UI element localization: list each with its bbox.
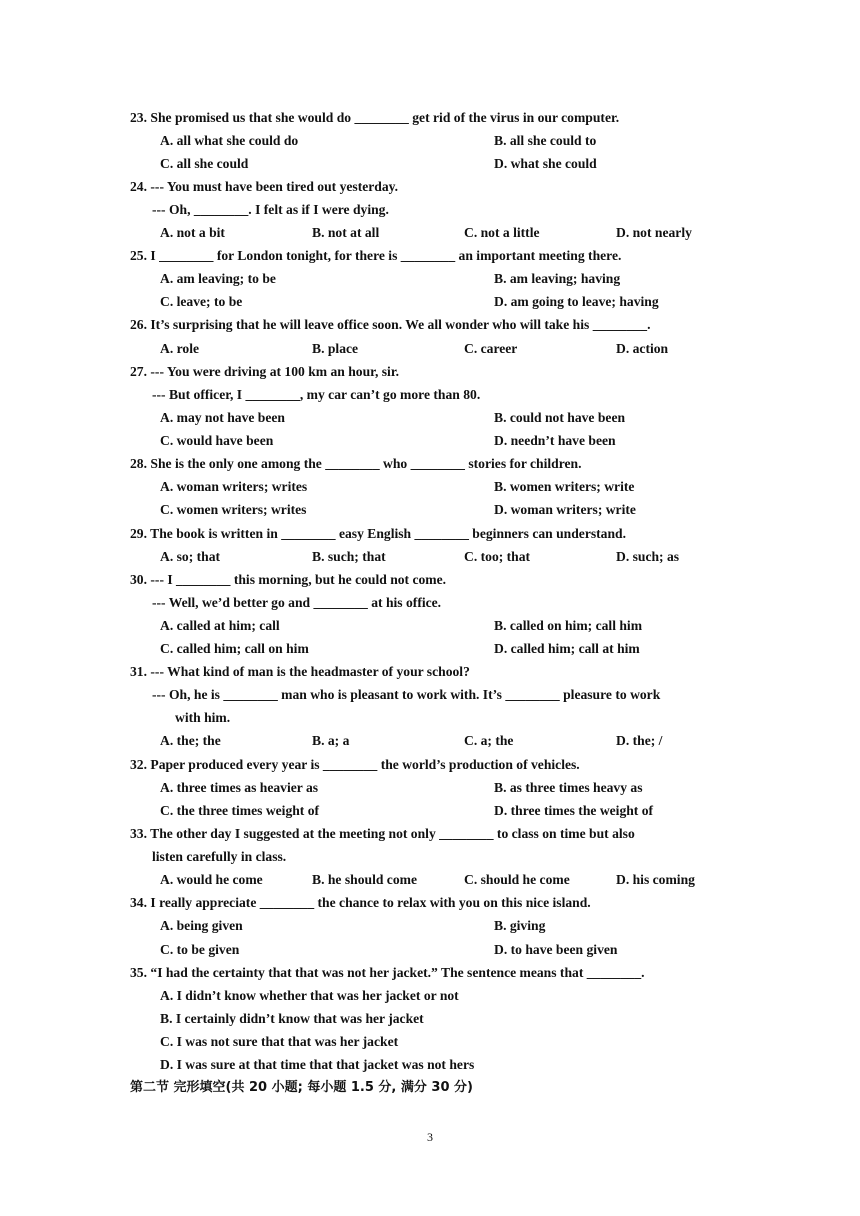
q34-stem: 34. I really appreciate ________ the chance to relax with you on this nice island.	[130, 895, 591, 910]
q31-option-c: C. a; the	[464, 733, 514, 748]
q32-stem: 32. Paper produced every year is ________ the world’s production of vehicles.	[130, 757, 580, 772]
q26-option-d: D. action	[616, 341, 669, 356]
q31-option-d: D. the; /	[616, 733, 663, 748]
q33-option-d: D. his coming	[616, 872, 695, 887]
q35-stem: 35. “I had the certainty that that was not her jacket.” The sentence means that ________.	[130, 965, 645, 980]
q30-line1: 30. --- I ________ this morning, but he could not come.	[130, 572, 447, 587]
q33-option-c: C. should he come	[464, 872, 570, 887]
q32-option-a: A. three times as heavier as	[160, 780, 319, 795]
q35-option-d: D. I was sure at that time that that jacket was not hers	[160, 1057, 475, 1072]
q31-line2: --- Oh, he is ________ man who is pleasant to work with. It’s ________ pleasure to work	[152, 687, 661, 702]
q28-option-b: B. women writers; write	[494, 479, 635, 494]
q28-option-c: C. women writers; writes	[160, 502, 307, 517]
q30-option-a: A. called at him; call	[160, 618, 280, 633]
q24-option-b: B. not at all	[312, 225, 380, 240]
q26-stem: 26. It’s surprising that he will leave office soon. We all wonder who will take his ________.	[130, 317, 651, 332]
q28-option-d: D. woman writers; write	[494, 502, 636, 517]
q24-option-a: A. not a bit	[160, 225, 225, 240]
q23-option-c: C. all she could	[160, 156, 249, 171]
q25-option-a: A. am leaving; to be	[160, 271, 276, 286]
q29-option-a: A. so; that	[160, 549, 221, 564]
q35-option-c: C. I was not sure that that was her jacket	[160, 1034, 399, 1049]
section-heading: 第二节 完形填空(共 20 小题; 每小题 1.5 分, 满分 30 分)	[130, 1080, 473, 1095]
q34-option-b: B. giving	[494, 918, 546, 933]
q23-stem: 23. She promised us that she would do ________ get rid of the virus in our computer.	[130, 110, 620, 125]
q23-option-a: A. all what she could do	[160, 133, 299, 148]
q26-option-c: C. career	[464, 341, 518, 356]
q28-stem: 28. She is the only one among the ________ who ________ stories for children.	[130, 456, 582, 471]
q33-option-b: B. he should come	[312, 872, 417, 887]
q31-option-b: B. a; a	[312, 733, 350, 748]
q30-option-d: D. called him; call at him	[494, 641, 640, 656]
q24-line2: --- Oh, ________. I felt as if I were dying.	[152, 202, 389, 217]
q32-option-d: D. three times the weight of	[494, 803, 654, 818]
q26-option-a: A. role	[160, 341, 200, 356]
q31-option-a: A. the; the	[160, 733, 221, 748]
q34-option-a: A. being given	[160, 918, 243, 933]
q35-option-a: A. I didn’t know whether that was her jacket or not	[160, 988, 459, 1003]
q34-option-d: D. to have been given	[494, 942, 618, 957]
q24-option-d: D. not nearly	[616, 225, 692, 240]
q27-line2: --- But officer, I ________, my car can’t go more than 80.	[152, 387, 481, 402]
q33-line2: listen carefully in class.	[152, 849, 287, 864]
q27-option-b: B. could not have been	[494, 410, 626, 425]
q23-option-b: B. all she could to	[494, 133, 597, 148]
q24-line1: 24. --- You must have been tired out yesterday.	[130, 179, 399, 194]
q25-option-c: C. leave; to be	[160, 294, 243, 309]
q25-stem: 25. I ________ for London tonight, for there is ________ an important meeting there.	[130, 248, 622, 263]
q29-option-b: B. such; that	[312, 549, 386, 564]
q29-stem: 29. The book is written in ________ easy English ________ beginners can understand.	[130, 526, 626, 541]
q33-option-a: A. would he come	[160, 872, 263, 887]
q25-option-b: B. am leaving; having	[494, 271, 621, 286]
q26-option-b: B. place	[312, 341, 359, 356]
q34-option-c: C. to be given	[160, 942, 240, 957]
q31-line3: with him.	[175, 710, 231, 725]
q27-option-d: D. needn’t have been	[494, 433, 616, 448]
q28-option-a: A. woman writers; writes	[160, 479, 308, 494]
q23-option-d: D. what she could	[494, 156, 597, 171]
q30-option-b: B. called on him; call him	[494, 618, 643, 633]
q25-option-d: D. am going to leave; having	[494, 294, 659, 309]
q27-line1: 27. --- You were driving at 100 km an hour, sir.	[130, 364, 399, 379]
q30-line2: --- Well, we’d better go and ________ at his office.	[152, 595, 442, 610]
page-number: 3	[427, 1130, 433, 1144]
q27-option-c: C. would have been	[160, 433, 274, 448]
q30-option-c: C. called him; call on him	[160, 641, 309, 656]
q27-option-a: A. may not have been	[160, 410, 285, 425]
q33-line1: 33. The other day I suggested at the meeting not only ________ to class on time but also	[130, 826, 635, 841]
q32-option-c: C. the three times weight of	[160, 803, 320, 818]
q24-option-c: C. not a little	[464, 225, 540, 240]
q31-line1: 31. --- What kind of man is the headmaster of your school?	[130, 664, 470, 679]
q29-option-c: C. too; that	[464, 549, 531, 564]
q35-option-b: B. I certainly didn’t know that was her jacket	[160, 1011, 424, 1026]
q32-option-b: B. as three times heavy as	[494, 780, 643, 795]
q29-option-d: D. such; as	[616, 549, 680, 564]
